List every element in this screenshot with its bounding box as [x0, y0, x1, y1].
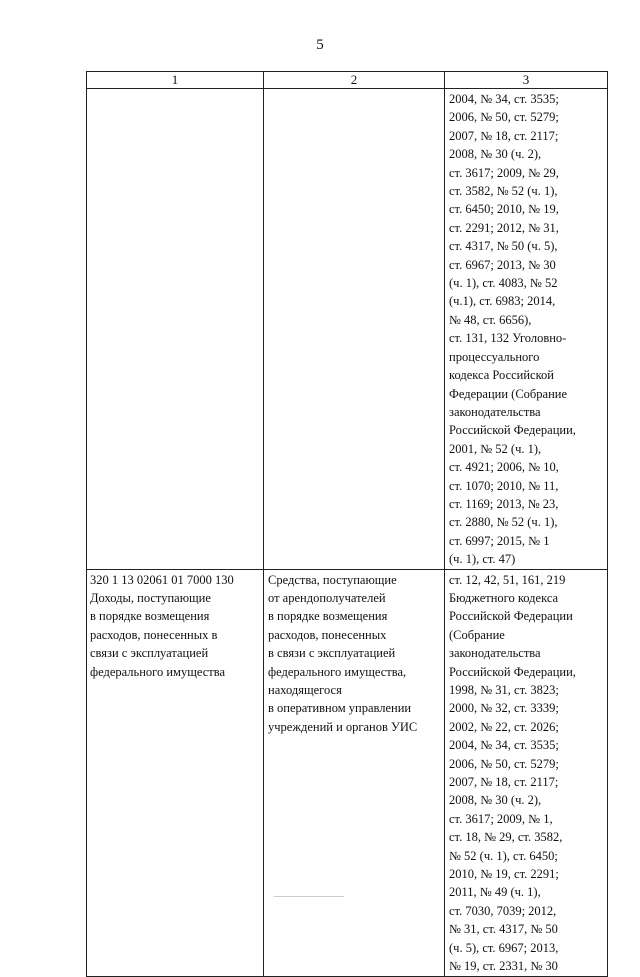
cell-code-description	[87, 89, 264, 570]
text-line: 2006, № 50, ст. 5279;	[449, 756, 559, 771]
text-line: в связи с эксплуатацией	[268, 646, 396, 661]
budget-income-table	[86, 71, 608, 977]
cell-legal-basis	[445, 89, 608, 570]
text-line: ст. 7030, 7039; 2012,	[449, 903, 557, 918]
text-lines	[264, 570, 444, 737]
text-line: № 52 (ч. 1), ст. 6450;	[449, 848, 558, 863]
text-line: 2006, № 50, ст. 5279;	[449, 110, 559, 125]
text-line: 2002, № 22, ст. 2026;	[449, 719, 559, 734]
text-line: учреждений и органов УИС	[268, 719, 418, 734]
text-line: находящегося	[268, 683, 342, 697]
text-line: ст. 12, 42, 51, 161, 219	[449, 572, 566, 587]
text-line: 2008, № 30 (ч. 2),	[449, 147, 542, 162]
text-line: расходов, понесенных в	[90, 627, 218, 642]
text-line: законодательства	[449, 646, 541, 661]
text-line: 2000, № 32, ст. 3339;	[449, 701, 559, 716]
text-line: 2010, № 19, ст. 2291;	[449, 867, 559, 882]
text-line: № 48, ст. 6656),	[449, 312, 532, 327]
text-line: 320 1 13 02061 01 7000 130	[90, 572, 234, 587]
text-line: ст. 3617; 2009, № 1,	[449, 811, 553, 826]
text-line: 2001, № 52 (ч. 1),	[449, 441, 542, 456]
text-line: 1998, № 31, ст. 3823;	[449, 683, 559, 697]
text-line: Российской Федерации,	[449, 423, 576, 438]
text-line: федерального имущества,	[268, 664, 407, 679]
text-line: Российской Федерации,	[449, 664, 576, 679]
text-line: 2004, № 34, ст. 3535;	[449, 738, 559, 753]
text-line: 2011, № 49 (ч. 1),	[449, 885, 541, 900]
text-line: ст. 18, № 29, ст. 3582,	[449, 830, 563, 845]
text-lines	[264, 89, 444, 90]
text-lines	[87, 89, 263, 90]
text-line: 2007, № 18, ст. 2117;	[449, 775, 559, 790]
text-line: связи с эксплуатацией	[90, 646, 209, 661]
text-line: 2008, № 30 (ч. 2),	[449, 793, 542, 808]
text-line: ст. 1169; 2013, № 23,	[449, 496, 559, 511]
text-line: ст. 6967; 2013, № 30	[449, 257, 556, 272]
text-line: ст. 4921; 2006, № 10,	[449, 460, 559, 475]
text-line: в порядке возмещения	[268, 609, 388, 624]
text-line: ст. 4317, № 50 (ч. 5),	[449, 239, 558, 254]
text-line: ст. 6997; 2015, № 1	[449, 533, 550, 548]
text-line: ст. 6450; 2010, № 19,	[449, 202, 559, 217]
text-line: ст. 1070; 2010, № 11,	[449, 478, 559, 493]
text-line: ст. 3582, № 52 (ч. 1),	[449, 184, 558, 199]
table-header-row	[87, 72, 608, 89]
cell-income-source	[264, 89, 445, 570]
text-lines	[445, 89, 607, 569]
text-line: (ч.1), ст. 6983; 2014,	[449, 294, 556, 309]
text-line: ст. 3617; 2009, № 29,	[449, 165, 559, 180]
text-line: ст. 2291; 2012, № 31,	[449, 220, 559, 235]
text-line: Бюджетного кодекса	[449, 590, 559, 605]
text-line: № 19, ст. 2331, № 30	[449, 959, 558, 974]
text-line: № 31, ст. 4317, № 50	[449, 922, 558, 937]
text-line: Российской Федерации	[449, 609, 573, 624]
cell-code-description	[87, 569, 264, 976]
table-row	[87, 569, 608, 976]
text-line: в порядке возмещения	[90, 609, 210, 624]
text-line: кодекса Российской	[449, 368, 554, 383]
table-row	[87, 89, 608, 570]
text-line: федерального имущества	[90, 664, 225, 679]
text-line: процессуального	[449, 349, 540, 364]
text-line: расходов, понесенных	[268, 627, 387, 642]
text-line: (ч. 5), ст. 6967; 2013,	[449, 940, 559, 955]
page-number: 5	[316, 37, 324, 53]
text-line: 2004, № 34, ст. 3535;	[449, 92, 559, 106]
text-line: Средства, поступающие	[268, 572, 397, 587]
text-line: Доходы, поступающие	[90, 590, 211, 605]
cell-income-source	[264, 569, 445, 976]
cell-legal-basis	[445, 569, 608, 976]
text-line: (ч. 1), ст. 4083, № 52	[449, 276, 558, 291]
text-line: законодательства	[449, 404, 541, 419]
text-line: ст. 131, 132 Уголовно-	[449, 331, 567, 346]
text-lines	[445, 570, 607, 976]
text-line: ст. 2880, № 52 (ч. 1),	[449, 515, 558, 530]
text-line: от арендополучателей	[268, 590, 386, 605]
text-line: (ч. 1), ст. 47)	[449, 552, 516, 567]
text-line: 2007, № 18, ст. 2117;	[449, 128, 559, 143]
text-line: Федерации (Собрание	[449, 386, 567, 401]
column-header-3: 3	[445, 72, 608, 89]
text-lines	[87, 570, 263, 681]
text-line: (Собрание	[449, 627, 505, 642]
text-line: в оперативном управлении	[268, 701, 412, 716]
column-header-1: 1	[87, 72, 264, 89]
bottom-divider	[274, 896, 344, 897]
column-header-2: 2	[264, 72, 445, 89]
